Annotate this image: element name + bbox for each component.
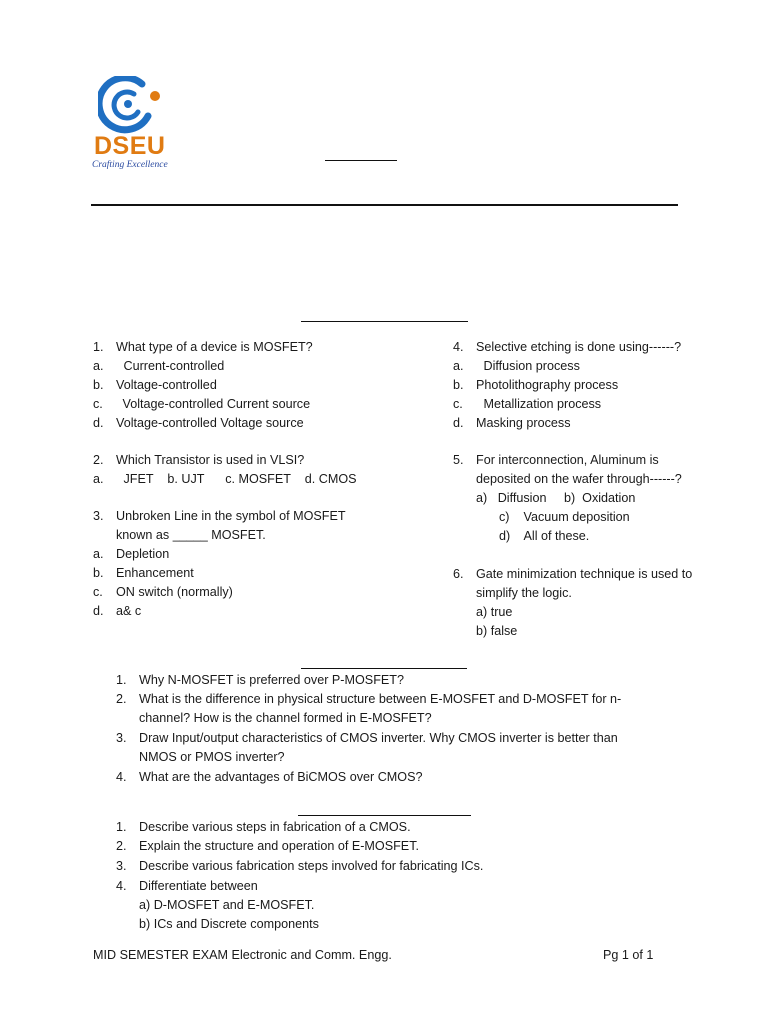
header-divider [91,204,678,206]
blank-line-section-a [301,321,468,322]
section-a-right-item-text: d) All of these. [499,529,590,543]
section-a-left-item-number: b. [93,566,104,580]
section-a-left-item-text: Depletion [116,547,170,561]
logo-tagline: Crafting Excellence [92,160,168,170]
section-b-item-text: Why N-MOSFET is preferred over P-MOSFET? [139,673,404,687]
section-a-right-item-number: 6. [453,567,464,581]
section-a-left-item-number: c. [93,397,103,411]
section-a-left-item-text: Voltage-controlled Current source [119,397,311,411]
section-a-left-item-text: Unbroken Line in the symbol of MOSFET [116,509,346,523]
section-a-left-item-number: a. [93,472,104,486]
section-b-item-text: channel? How is the channel formed in E-MOSFET? [139,711,432,725]
section-a-left-item-number: 3. [93,509,104,523]
section-a-left-item-text: JFET b. UJT c. MOSFET d. CMOS [120,472,357,486]
dseu-logo [92,76,176,176]
section-a-right-item-text: Masking process [476,416,571,430]
blank-line-title [325,160,397,161]
dseu-logo-icon [98,76,164,134]
section-a-right-item-number: d. [453,416,464,430]
section-a-right-item-text: Gate minimization technique is used to [476,567,693,581]
section-a-right-item-number: 5. [453,453,464,467]
section-a-right-item-number: a. [453,359,464,373]
section-a-left-item-text: Voltage-controlled [116,378,217,392]
section-b-item-text: What are the advantages of BiCMOS over CMOS? [139,770,423,784]
section-c-item-number: 1. [116,820,127,834]
section-a-right-item-text: Metallization process [480,397,602,411]
section-c-item-number: 4. [116,879,127,893]
section-a-right-item-number: 4. [453,340,464,354]
section-c-item-text: Explain the structure and operation of E-MOSFET. [139,839,419,853]
section-a-right-item-number: c. [453,397,463,411]
section-a-right-item-text: Selective etching is done using------? [476,340,682,354]
section-c-item-number: 2. [116,839,127,853]
section-a-left-item-text: ON switch (normally) [116,585,233,599]
section-b-item-text: What is the difference in physical structure between E-MOSFET and D-MOSFET for n- [139,692,622,706]
section-a-left-item-number: c. [93,585,103,599]
section-b-item-number: 2. [116,692,127,706]
blank-line-section-c [298,815,471,816]
section-c-item-text: b) ICs and Discrete components [139,917,319,931]
blank-line-section-b [301,668,467,669]
section-a-right-item-text: b) false [476,624,518,638]
section-c-item-text: Describe various fabrication steps involved for fabricating ICs. [139,859,484,873]
section-a-right-item-text: For interconnection, Aluminum is [476,453,659,467]
footer-exam-title: MID SEMESTER EXAM Electronic and Comm. Engg. [93,948,392,962]
section-c-item-text: a) D-MOSFET and E-MOSFET. [139,898,315,912]
footer-page-number: Pg 1 of 1 [603,948,654,962]
section-a-left-item-number: d. [93,416,104,430]
section-a-left-item-text: Which Transistor is used in VLSI? [116,453,305,467]
section-a-left-item-number: b. [93,378,104,392]
section-b-item-number: 4. [116,770,127,784]
section-b-item-text: Draw Input/output characteristics of CMOS inverter. Why CMOS inverter is better than [139,731,618,745]
section-a-left-item-number: a. [93,359,104,373]
section-a-left-item-text: Voltage-controlled Voltage source [116,416,304,430]
section-a-left-item-number: 2. [93,453,104,467]
section-a-left-item-text: a& c [116,604,142,618]
section-c-item-number: 3. [116,859,127,873]
section-b-item-number: 1. [116,673,127,687]
section-b-item-text: NMOS or PMOS inverter? [139,750,285,764]
section-c-item-text: Differentiate between [139,879,258,893]
section-a-right-item-text: deposited on the wafer through------? [476,472,682,486]
logo-wordmark: DSEU [94,132,166,160]
section-a-left-item-text: Enhancement [116,566,194,580]
section-a-right-item-text: a) Diffusion b) Oxidation [476,491,636,505]
section-a-right-item-text: c) Vacuum deposition [499,510,630,524]
section-a-left-item-text: Current-controlled [120,359,225,373]
section-a-right-item-text: Diffusion process [480,359,580,373]
section-a-left-item-text: known as _____ MOSFET. [116,528,266,542]
section-a-left-item-number: d. [93,604,104,618]
section-a-right-item-text: simplify the logic. [476,586,572,600]
section-b-item-number: 3. [116,731,127,745]
section-a-left-item-number: 1. [93,340,104,354]
section-a-right-item-text: a) true [476,605,513,619]
section-a-left-item-text: What type of a device is MOSFET? [116,340,313,354]
section-a-left-item-number: a. [93,547,104,561]
section-a-right-item-text: Photolithography process [476,378,619,392]
section-a-right-item-number: b. [453,378,464,392]
section-c-item-text: Describe various steps in fabrication of a CMOS. [139,820,411,834]
